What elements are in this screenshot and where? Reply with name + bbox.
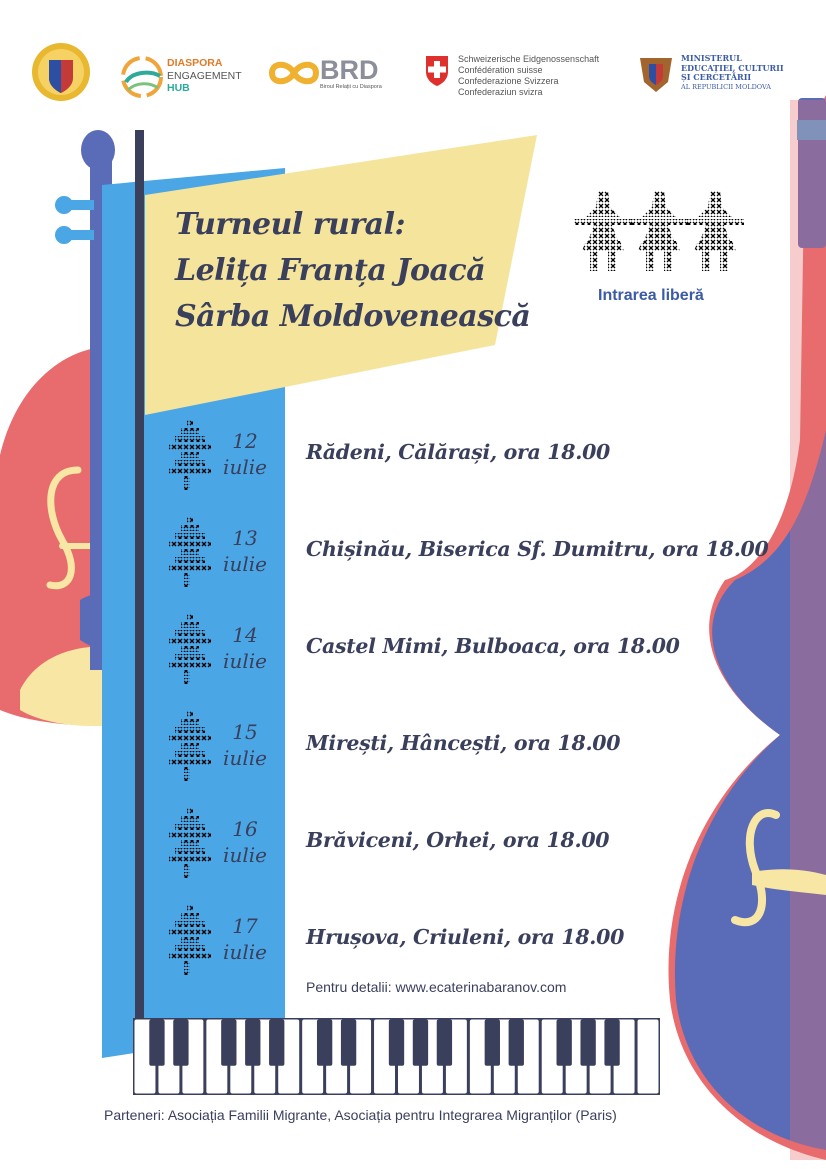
diaspora-line-3: HUB xyxy=(167,82,190,94)
ministry-line-4: AL REPUBLICII MOLDOVA xyxy=(681,82,771,91)
piano-black-key xyxy=(389,1020,404,1066)
piano-black-key xyxy=(437,1020,452,1066)
piano-black-key xyxy=(413,1020,428,1066)
ministry-eagle-icon xyxy=(640,58,672,92)
brd-main: BRD xyxy=(320,55,379,85)
event-date xyxy=(222,428,268,480)
event-date xyxy=(222,913,268,965)
event-day: 12 xyxy=(232,429,258,453)
free-entry-label: Intrarea liberă xyxy=(598,287,704,304)
title-line-2: Lelița Franța Joacă xyxy=(175,253,486,288)
piano-black-key xyxy=(604,1020,619,1066)
piano-black-key xyxy=(341,1020,356,1066)
swiss-logo-text xyxy=(458,54,599,98)
event-month: iulie xyxy=(223,649,267,673)
swiss-line-4: Confederaziun svizra xyxy=(458,87,543,97)
piano-white-key xyxy=(638,1020,659,1094)
brd-sub: Biroul Relații cu Diaspora xyxy=(320,84,382,90)
title-line-1: Turneul rural: xyxy=(175,207,406,242)
event-venue: Mirești, Hâncești, ora 18.00 xyxy=(306,731,621,755)
partners-text: Parteneri: Asociația Familii Migrante, Asociația pentru Integrarea Migranților (Paris) xyxy=(104,1107,617,1123)
navy-bar xyxy=(135,130,144,1095)
piano-black-key xyxy=(269,1020,284,1066)
diaspora-line-1: DIASPORA xyxy=(167,57,223,69)
event-day: 14 xyxy=(232,623,258,647)
swiss-line-1: Schweizerische Eidgenossenschaft xyxy=(458,54,600,64)
ministry-line-2: EDUCAȚIEI, CULTURII xyxy=(681,62,784,73)
piano-keys-icon xyxy=(133,1018,660,1095)
event-month: iulie xyxy=(223,552,267,576)
brd-logo xyxy=(272,65,316,82)
double-bass-icon xyxy=(668,95,826,1160)
event-venue: Castel Mimi, Bulboaca, ora 18.00 xyxy=(306,634,680,658)
brd-logo-text xyxy=(320,56,382,91)
event-date xyxy=(222,525,268,577)
event-day: 15 xyxy=(232,720,258,744)
event-date xyxy=(222,816,268,868)
event-day: 13 xyxy=(232,526,258,550)
piano-black-key xyxy=(509,1020,524,1066)
event-venue: Hrușova, Criuleni, ora 18.00 xyxy=(306,925,625,949)
title-line-3: Sârba Moldovenească xyxy=(175,299,531,334)
piano-black-key xyxy=(221,1020,236,1066)
piano-black-key xyxy=(173,1020,188,1066)
event-day: 16 xyxy=(232,817,258,841)
piano-black-key xyxy=(149,1020,164,1066)
piano-black-key xyxy=(245,1020,260,1066)
swiss-line-3: Confederazione Svizzera xyxy=(458,76,559,86)
diaspora-hub-logo xyxy=(123,58,161,96)
piano-black-key xyxy=(485,1020,500,1066)
event-month: iulie xyxy=(223,940,267,964)
event-month: iulie xyxy=(223,843,267,867)
diaspora-logo-text xyxy=(167,57,242,95)
ministry-line-1: MINISTERUL xyxy=(681,53,742,63)
details-text: Pentru detalii: www.ecaterinabaranov.com xyxy=(306,979,567,995)
event-venue: Chișinău, Biserica Sf. Dumitru, ora 18.00 xyxy=(306,537,769,561)
piano-black-key xyxy=(317,1020,332,1066)
event-venue: Rădeni, Călărași, ora 18.00 xyxy=(306,440,611,464)
cross-stitch-dancer-icon xyxy=(574,191,744,271)
piano-black-key xyxy=(557,1020,572,1066)
event-date xyxy=(222,719,268,771)
event-month: iulie xyxy=(223,746,267,770)
diaspora-line-2: ENGAGEMENT xyxy=(167,69,242,82)
event-month: iulie xyxy=(223,455,267,479)
event-date xyxy=(222,622,268,674)
event-venue: Brăviceni, Orhei, ora 18.00 xyxy=(306,828,610,852)
coat-of-arms-icon xyxy=(32,43,90,101)
piano-black-key xyxy=(580,1020,595,1066)
swiss-line-2: Confédération suisse xyxy=(458,65,543,75)
swiss-cross-icon xyxy=(426,56,448,86)
ministry-logo-text xyxy=(681,54,784,92)
event-day: 17 xyxy=(232,914,258,938)
ministry-line-3: ȘI CERCETĂRII xyxy=(681,72,752,82)
